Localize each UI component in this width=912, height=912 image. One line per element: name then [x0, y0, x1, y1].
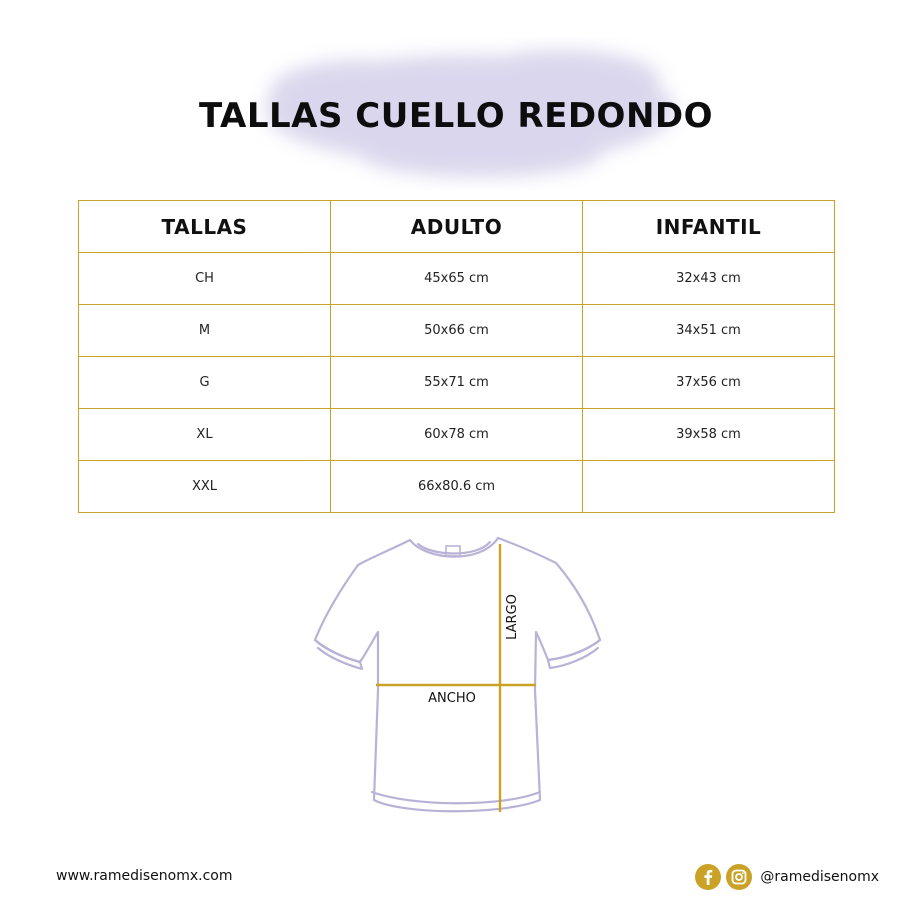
table-row [79, 305, 835, 357]
cell-adult: 66x80.6 cm [331, 461, 583, 513]
cell-size: M [79, 305, 331, 357]
cell-child: 37x56 cm [583, 357, 835, 409]
cell-child: 39x58 cm [583, 409, 835, 461]
largo-label: LARGO [505, 594, 520, 640]
page-title: TALLAS CUELLO REDONDO [198, 96, 714, 136]
cell-child [583, 461, 835, 513]
facebook-icon[interactable] [695, 864, 721, 890]
cell-adult: 45x65 cm [331, 253, 583, 305]
column-header-tallas: TALLAS [79, 201, 331, 253]
column-header-infantil: INFANTIL [583, 201, 835, 253]
website-link[interactable]: www.ramedisenomx.com [56, 868, 233, 884]
table-row [79, 357, 835, 409]
instagram-icon[interactable] [726, 864, 752, 890]
cell-child: 32x43 cm [583, 253, 835, 305]
table-row [79, 409, 835, 461]
cell-size: CH [79, 253, 331, 305]
tshirt-diagram [300, 530, 620, 830]
cell-adult: 50x66 cm [331, 305, 583, 357]
column-header-adulto: ADULTO [331, 201, 583, 253]
ancho-label: ANCHO [428, 691, 476, 706]
social-links [695, 864, 879, 890]
table-header-row [79, 201, 835, 253]
table-row [79, 253, 835, 305]
cell-size: XXL [79, 461, 331, 513]
cell-size: G [79, 357, 331, 409]
table-row [79, 461, 835, 513]
cell-adult: 55x71 cm [331, 357, 583, 409]
cell-child: 34x51 cm [583, 305, 835, 357]
cell-adult: 60x78 cm [331, 409, 583, 461]
cell-size: XL [79, 409, 331, 461]
social-handle[interactable]: @ramedisenomx [760, 869, 879, 885]
size-table [78, 200, 835, 513]
